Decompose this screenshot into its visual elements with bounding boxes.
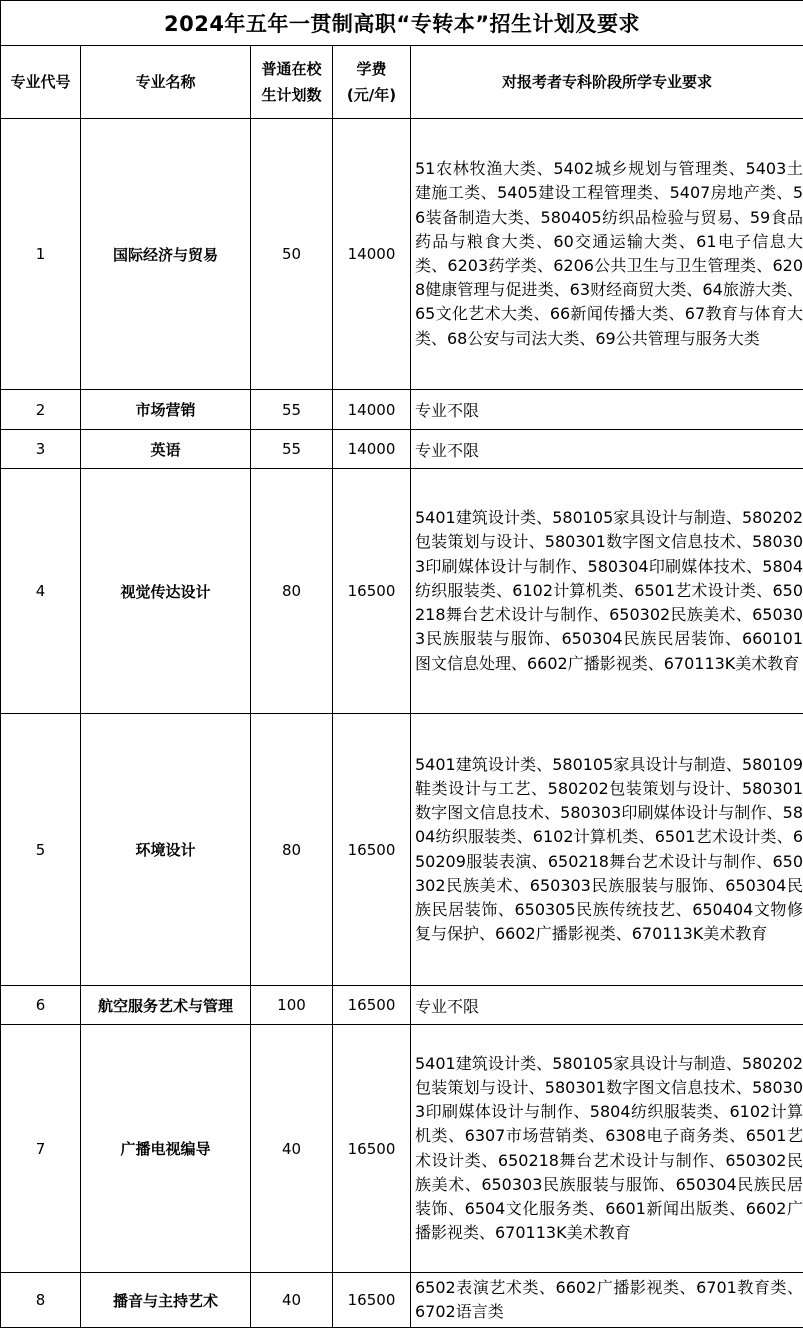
row-fee: 16500: [333, 986, 411, 1025]
row-plan: 80: [251, 469, 333, 714]
header-fee-line2: (元/年): [333, 82, 410, 108]
table-row: [1, 1025, 803, 1273]
header-row: [1, 46, 803, 119]
row-requirement: 51农林牧渔大类、5402城乡规划与管理类、5403土建施工类、5405建设工程管理类、5407房地产类、56装备制造大类、580405纺织品检验与贸易、59食品药品与粮食大类、60交通运输大类、61电子信息大类、6203药学类、6206公共卫生与卫生管理类、6208健康管理与促进类、63财经商贸大类、64旅游大类、65文化艺术大类、66新闻传播大类、67教育与体育大类、68公安与司法大类、69公共管理与服务大类: [411, 119, 803, 390]
row-fee: 16500: [333, 469, 411, 714]
row-requirement: 专业不限: [411, 430, 803, 469]
row-major-name: 国际经济与贸易: [81, 119, 251, 390]
row-plan: 100: [251, 986, 333, 1025]
row-plan: 55: [251, 430, 333, 469]
row-code: 3: [1, 430, 81, 469]
row-major-name: 英语: [81, 430, 251, 469]
table-row: [1, 119, 803, 390]
row-fee: 14000: [333, 119, 411, 390]
row-plan: 80: [251, 714, 333, 986]
row-requirement: 5401建筑设计类、580105家具设计与制造、580202包装策划与设计、580301数字图文信息技术、580303印刷媒体设计与制作、5804纺织服装类、6102计算机类、6307市场营销类、6308电子商务类、6501艺术设计类、650218舞台艺术设计与制作、650302民族美术、650303民族服装与服饰、650304民族民居装饰、6504文化服务类、6601新闻出版类、6602广播影视类、670113K美术教育: [411, 1025, 803, 1273]
row-fee: 14000: [333, 390, 411, 430]
row-code: 5: [1, 714, 81, 986]
header-code: 专业代号: [1, 46, 81, 119]
table-row: [1, 1273, 803, 1328]
row-code: 2: [1, 390, 81, 430]
row-plan: 50: [251, 119, 333, 390]
row-code: 8: [1, 1273, 81, 1328]
row-code: 7: [1, 1025, 81, 1273]
header-plan-text: 普通在校生计划数: [261, 60, 321, 104]
row-major-name: 航空服务艺术与管理: [81, 986, 251, 1025]
row-major-name: 广播电视编导: [81, 1025, 251, 1273]
row-requirement: 专业不限: [411, 986, 803, 1025]
row-plan: 40: [251, 1025, 333, 1273]
table-row: [1, 469, 803, 714]
row-major-name: 环境设计: [81, 714, 251, 986]
row-major-name: 视觉传达设计: [81, 469, 251, 714]
row-major-name: 市场营销: [81, 390, 251, 430]
table-row: [1, 714, 803, 986]
header-fee: [333, 46, 411, 119]
row-fee: 16500: [333, 714, 411, 986]
row-fee: 16500: [333, 1273, 411, 1328]
table-row: [1, 430, 803, 469]
row-code: 4: [1, 469, 81, 714]
row-fee: 16500: [333, 1025, 411, 1273]
row-plan: 40: [251, 1273, 333, 1328]
row-code: 1: [1, 119, 81, 390]
table-row: [1, 390, 803, 430]
row-requirement: 专业不限: [411, 390, 803, 430]
table-row: [1, 986, 803, 1025]
header-name: 专业名称: [81, 46, 251, 119]
row-major-name: 播音与主持艺术: [81, 1273, 251, 1328]
row-requirement: 6502表演艺术类、6602广播影视类、6701教育类、6702语言类: [411, 1273, 803, 1328]
row-code: 6: [1, 986, 81, 1025]
row-requirement: 5401建筑设计类、580105家具设计与制造、580202包装策划与设计、580301数字图文信息技术、580303印刷媒体设计与制作、580304印刷媒体技术、5804纺织服装类、6102计算机类、6501艺术设计类、650218舞台艺术设计与制作、650302民族美术、650303民族服装与服饰、650304民族民居装饰、660101图文信息处理、6602广播影视类、670113K美术教育: [411, 469, 803, 714]
header-fee-line1: 学费: [333, 56, 410, 82]
row-fee: 14000: [333, 430, 411, 469]
header-requirement: 对报考者专科阶段所学专业要求: [411, 46, 803, 119]
table-title: 2024年五年一贯制高职“专转本”招生计划及要求: [1, 1, 803, 46]
header-plan: [251, 46, 333, 119]
row-requirement: 5401建筑设计类、580105家具设计与制造、580109鞋类设计与工艺、580202包装策划与设计、580301数字图文信息技术、580303印刷媒体设计与制作、5804纺织服装类、6102计算机类、6501艺术设计类、650209服装表演、650218舞台艺术设计与制作、650302民族美术、650303民族服装与服饰、650304民族民居装饰、650305民族传统技艺、650404文物修复与保护、6602广播影视类、670113K美术教育: [411, 714, 803, 986]
row-plan: 55: [251, 390, 333, 430]
